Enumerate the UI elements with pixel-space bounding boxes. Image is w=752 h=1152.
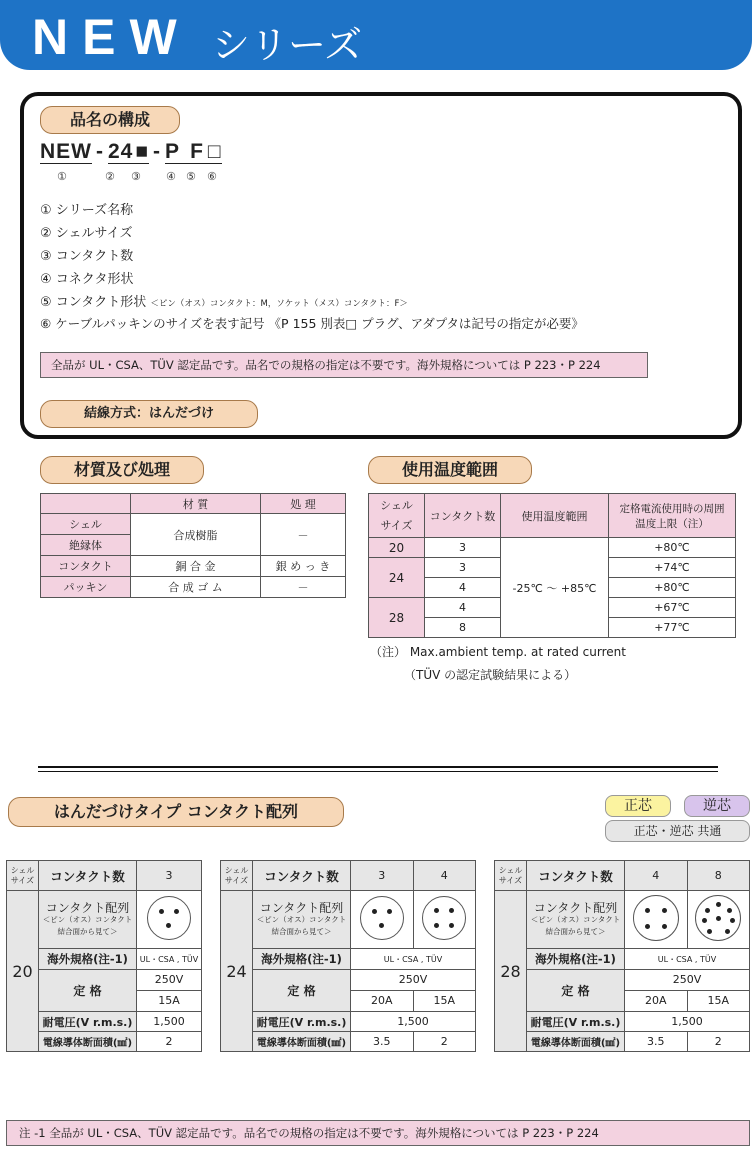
table-row: 耐電圧(V r.m.s.) 1,500 [221,1012,476,1032]
table-row: 耐電圧(V r.m.s.) 1,500 [495,1012,750,1032]
table-row: コンタクト 銅 合 金 銀 め っ き [41,556,346,577]
table-row: 絶縁体 [41,535,346,556]
table-row: 電線導体断面積(㎟) 2 [7,1032,202,1052]
list-item: ① シリーズ名称 [40,203,134,218]
table-row: 20 3 -25℃ ～ +85℃ +80℃ [369,538,736,558]
code-num-2: ② [105,170,115,183]
table-row: 24 3 +74℃ [369,558,736,578]
temp-note-1: （注） Max.ambient temp. at rated current [370,645,626,659]
table-row: 定 格 250V 20A 15A [495,970,750,1012]
contact-arrangement-icon [422,896,466,940]
temperature-heading: 使用温度範囲 [368,456,532,484]
table-row: 海外規格(注-1) UL・CSA , TÜV [495,949,750,970]
list-item: ⑤ コンタクト形状 ＜ピン（オス）コンタクト：M，ソケット（メス）コンタクト：F＞ [40,295,408,310]
code-num-5: ⑤ [186,170,196,183]
list-item: ④ コネクタ形状 [40,272,134,287]
contact-arrangement-icon [633,895,679,941]
table-row: 28 4 +67℃ [369,598,736,618]
contact-arrangement-icon [360,896,404,940]
table-row: 電線導体断面積(㎟) 3.5 2 [495,1032,750,1052]
table-row: パッキン 合 成 ゴ ム － [41,577,346,598]
table-row: 24 コンタクト配列 ＜ピン（オス）コンタクト 結合面から見て＞ [221,891,476,949]
contact-arrangement-icon [695,895,741,941]
table-row: シェル サイズ コンタクト数 使用温度範囲 定格電流使用時の周囲温度上限（注） [369,494,736,538]
temperature-table [368,493,736,638]
common-badge: 正芯・逆芯 共通 [605,820,750,842]
table-row: 28 コンタクト配列 ＜ピン（オス）コンタクト 結合面から見て＞ [495,891,750,949]
shell-24-card [220,860,476,1052]
cert-note: 全品が UL・CSA、TÜV 認定品です。品名での規格の指定は不要です。海外規格については P 223・P 224 [40,352,648,378]
table-row: シェル サイズ コンタクト数 3 4 [221,861,476,891]
table-row: 海外規格(注-1) UL・CSA , TÜV [221,949,476,970]
table-row: 材 質 処 理 [41,494,346,514]
code-num-1: ① [57,170,67,183]
contact-arrangement-icon [147,896,191,940]
part-code: NEW - 24■ - P F □ [40,140,222,163]
reverse-badge: 逆芯 [684,795,750,817]
wiring-method: 結線方式：はんだづけ [40,400,258,428]
table-row: シェル 合成樹脂 － [41,514,346,535]
list-item: ③ コンタクト数 [40,249,134,264]
divider [38,771,718,772]
composition-heading: 品名の構成 [40,106,180,134]
banner-title-jp: シリーズ [212,23,363,67]
table-row: 定 格 250V 15A [7,970,202,1012]
materials-table [40,493,346,598]
temp-note-2: （TÜV の認定試験結果による） [404,668,577,682]
divider [38,766,718,768]
table-row: 海外規格(注-1) UL・CSA , TÜV [7,949,202,970]
table-row: 20 コンタクト配列 ＜ピン（オス）コンタクト 結合面から見て＞ [7,891,202,949]
table-row: シェル サイズ コンタクト数 3 [7,861,202,891]
shell-28-card [494,860,750,1052]
series-banner [0,0,752,70]
code-num-3: ③ [131,170,141,183]
table-row: 耐電圧(V r.m.s.) 1,500 [7,1012,202,1032]
list-item: ⑥ ケーブルパッキンのサイズを表す記号 《P 155 別表□ プラグ、アダプタは記号の指定が必要》 [40,316,584,331]
code-num-6: ⑥ [207,170,217,183]
table-row: 4 +80℃ [369,578,736,598]
materials-heading: 材質及び処理 [40,456,204,484]
solder-heading: はんだづけタイプ コンタクト配列 [8,797,344,827]
banner-title-en: NEW [32,9,191,65]
list-item: ② シェルサイズ [40,226,133,241]
footnote: 注 -1 全品が UL・CSA、TÜV 認定品です。品名での規格の指定は不要です。海外規格については P 223・P 224 [6,1120,750,1146]
table-row: シェル サイズ コンタクト数 4 8 [495,861,750,891]
table-row: 電線導体断面積(㎟) 3.5 2 [221,1032,476,1052]
table-row: 定 格 250V 20A 15A [221,970,476,1012]
table-row: 8 +77℃ [369,618,736,638]
code-num-4: ④ [166,170,176,183]
normal-badge: 正芯 [605,795,671,817]
shell-20-card [6,860,202,1052]
